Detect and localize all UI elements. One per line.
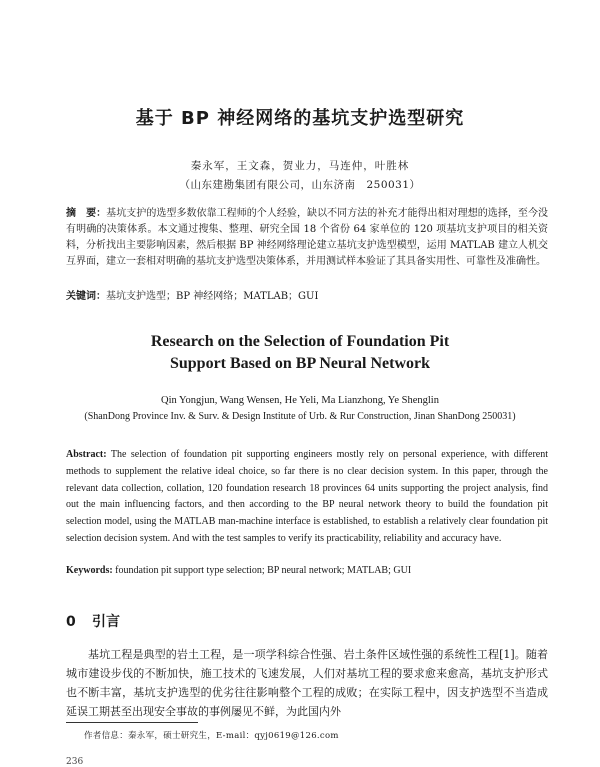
english-keywords-label: Keywords: xyxy=(66,565,113,576)
body-paragraph: 基坑工程是典型的岩土工程，是一项学科综合性强、岩土条件区域性强的系统性工程[1]。随着城市建设步伐的不断加快，施工技术的飞速发展，人们对基坑工程的要求愈来愈高，基坑支护形式也不断丰富，基坑支护选型的优劣往往影响整个工程的成败；在实际工程中，因支护选型不当造成延误工期甚至出现安全事故的事例屡见不鲜，为此国内外 xyxy=(66,648,548,718)
chinese-keywords xyxy=(66,289,548,305)
english-title-line-2: Support Based on BP Neural Network xyxy=(169,355,431,372)
english-authors: Qin Yongjun, Wang Wensen, He Yeli, Ma Lianzhong, Ye Shenglin xyxy=(161,395,439,406)
section-title: 引言 xyxy=(92,614,120,630)
english-keywords xyxy=(66,563,548,579)
footnote-divider xyxy=(66,722,198,723)
english-affiliation: (ShanDong Province Inv. & Surv. & Design Institute of Urb. & Rur Construction, Jinan ShanDong 250031) xyxy=(84,411,516,422)
chinese-abstract xyxy=(66,206,548,270)
section-heading xyxy=(66,611,120,631)
chinese-keywords-label: 关键词： xyxy=(66,291,106,302)
chinese-affiliation: （山东建勘集团有限公司，山东济南 250031） xyxy=(179,179,421,191)
chinese-authors: 秦永军，王文森，贺业力，马连仲，叶胜林 xyxy=(190,160,410,172)
english-abstract-text: The selection of foundation pit supporting engineers mostly rely on personal experience, with different methods to supplement the relative ideal choice, so far there is no clear decision system. In this paper, through the relevant data collection, collation, 120 foundation research 18 provinces 64 units supporting the project analysis, find out the main influencing factors, and then according to the BP neural network theory to build the foundation pit selection model, using the MATLAB man-machine interface is established, to establish a relatively clear foundation pit selection decision system. And with the test samples to verify its practicability, reliability and accuracy have. xyxy=(66,449,548,544)
english-abstract xyxy=(66,447,548,548)
author-footnote: 作者信息：秦永军，硕士研究生，E-mail：qyj0619@126.com xyxy=(84,731,339,741)
chinese-abstract-text: 基坑支护的选型多数依靠工程师的个人经验，缺以不同方法的补充才能得出相对理想的选择，至今没有明确的决策体系。本文通过搜集、整理、研究全国 18 个省份 64 家单位的 120 项基坑支护项目的相关资料，分析找出主要影响因素，然后根据 BP 神经网络理论建立基坑支护选型模型，运用 MATLAB 建立人机交互界面，建立一套相对明确的基坑支护选型决策体系，并用测试样本验证了其具备实用性、可靠性及准确性。 xyxy=(66,208,549,267)
english-title xyxy=(0,331,600,375)
english-title-line-1: Research on the Selection of Foundation Pit xyxy=(150,333,450,350)
page-number: 236 xyxy=(66,757,84,767)
chinese-title: 基于 BP 神经网络的基坑支护选型研究 xyxy=(135,108,465,129)
english-keywords-text: foundation pit support type selection; BP neural network; MATLAB; GUI xyxy=(115,565,412,576)
english-abstract-label: Abstract: xyxy=(66,449,107,460)
section-number: 0 xyxy=(66,614,76,630)
chinese-abstract-label: 摘 要： xyxy=(66,208,107,219)
chinese-keywords-text: 基坑支护选型；BP 神经网络；MATLAB；GUI xyxy=(106,291,319,302)
